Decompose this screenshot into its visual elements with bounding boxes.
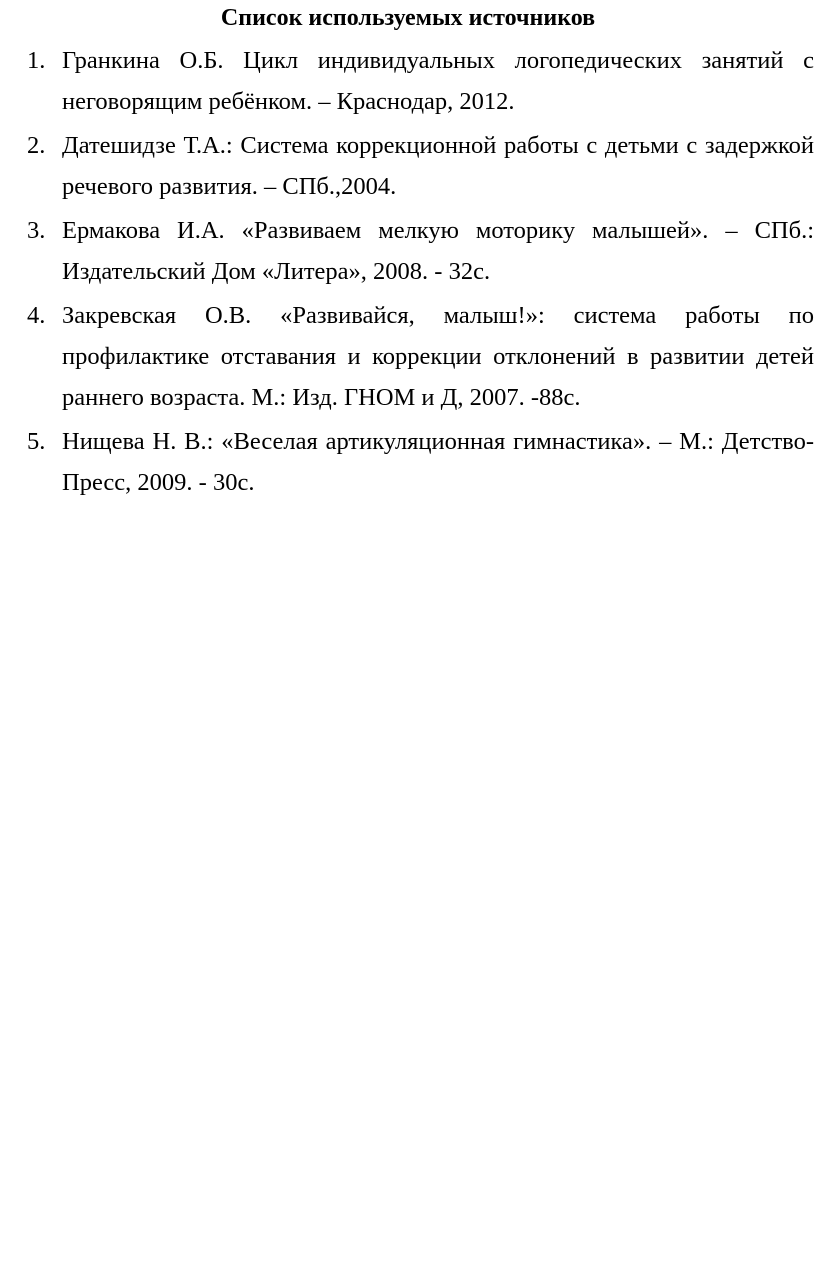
- reference-text: Закревская О.В. «Развивайся, малыш!»: система работы по профилактике отставания и коррекции отклонений в развитии детей раннего возраста. М.: Изд. ГНОМ и Д, 2007. -88с.: [62, 302, 814, 411]
- reference-item: [0, 295, 816, 418]
- reference-text: Ермакова И.А. «Развиваем мелкую моторику малышей». – СПб.: Издательский Дом «Литера», 2008. - 32с.: [62, 217, 814, 285]
- reference-number: 3.: [27, 217, 46, 244]
- reference-item: [0, 421, 816, 503]
- reference-number: 5.: [27, 428, 46, 455]
- page-title: Список используемых источников: [220, 5, 596, 31]
- reference-list: [0, 40, 816, 506]
- reference-number: 1.: [27, 47, 46, 74]
- reference-item: [0, 210, 816, 292]
- reference-text: Нищева Н. В.: «Веселая артикуляционная гимнастика». – М.: Детство-Пресс, 2009. - 30с.: [62, 428, 814, 496]
- reference-item: [0, 125, 816, 207]
- reference-text: Гранкина О.Б. Цикл индивидуальных логопедических занятий с неговорящим ребёнком. – Краснодар, 2012.: [62, 47, 814, 115]
- reference-number: 4.: [27, 302, 46, 329]
- reference-item: [0, 40, 816, 122]
- reference-number: 2.: [27, 132, 46, 159]
- reference-text: Датешидзе Т.А.: Система коррекционной работы с детьми с задержкой речевого развития. – СПб.,2004.: [62, 132, 814, 200]
